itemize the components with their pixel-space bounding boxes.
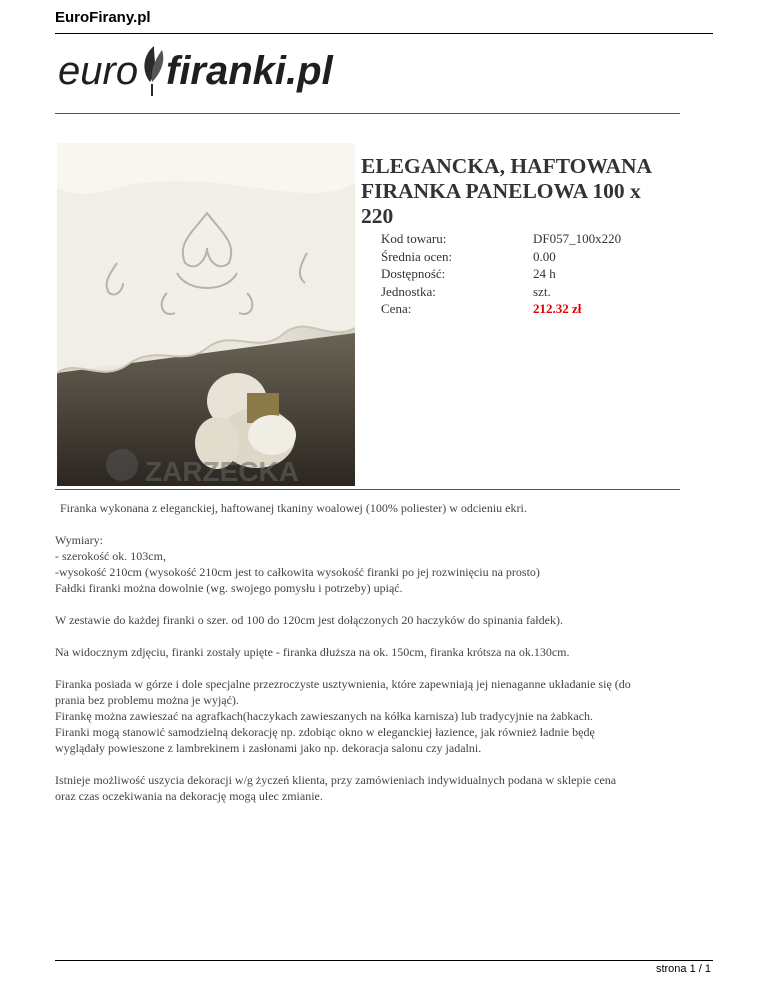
svg-text:firanki.pl: firanki.pl <box>166 49 333 93</box>
description-line: prania bez problemu można je wyjąć). <box>55 693 239 707</box>
description-line: Wymiary: <box>55 533 103 547</box>
spec-value: 0.00 <box>533 248 556 264</box>
spec-label: Średnia ocen: <box>381 248 453 264</box>
spec-label: Jednostka: <box>381 283 436 299</box>
spec-row-price <box>381 300 621 318</box>
description-custom-orders <box>55 772 695 804</box>
eurofiranki-logo[interactable] <box>58 38 348 100</box>
description-intro: Firanka wykonana z eleganckiej, haftowanej tkaniny woalowej (100% poliester) w odcieniu ekri. <box>60 501 527 515</box>
description-line: Firanki mogą stanowić samodzielną dekorację np. zdobiąc okno w eleganckiej łazience, jak również ładnie będę <box>55 725 595 739</box>
watermark-text: ZARZECKA <box>145 456 299 486</box>
description-line: - szerokość ok. 103cm, <box>55 549 166 563</box>
spec-label: Kod towaru: <box>381 231 447 246</box>
header-divider <box>55 33 713 34</box>
spec-label: Dostępność: <box>381 266 446 281</box>
description-features <box>55 676 695 756</box>
logo-divider <box>55 113 680 114</box>
spec-row-availability <box>381 265 621 283</box>
description-line: Firankę można zawieszać na agrafkach(haczykach zawieszanych na kółka karnisza) lub tradycyjnie na żabkach. <box>55 709 594 723</box>
product-description <box>55 500 695 820</box>
description-line: wyglądały powieszone z lambrekinem i zasłonami jako np. dekoracja salonu czy jadalni. <box>55 741 482 755</box>
description-photo-note: Na widocznym zdjęciu, firanki zostały upięte - firanka dłuższa na ok. 150cm, firanka krótsza na ok.130cm. <box>55 645 570 659</box>
content-divider <box>55 489 680 490</box>
description-line: Firanka posiada w górze i dole specjalne przezroczyste usztywnienia, które zapewniają jej nienaganne układanie się (do <box>55 677 631 691</box>
product-title: ELEGANCKA, HAFTOWANA FIRANKA PANELOWA 100 x 220 <box>361 154 651 228</box>
product-specs <box>381 230 621 318</box>
spec-row-rating <box>381 248 621 266</box>
description-line: Fałdki firanki można dowolnie (wg. swojego pomysłu i potrzeby) upiąć. <box>55 581 403 595</box>
footer-divider <box>55 960 713 961</box>
description-line: Istnieje możliwość uszycia dekoracji w/g życzeń klienta, przy zamówieniach indywidualnych podana w sklepie cena <box>55 773 617 787</box>
spec-row-code <box>381 230 621 248</box>
spec-value: szt. <box>533 283 551 299</box>
page-number: strona 1 / 1 <box>655 963 711 975</box>
product-photo[interactable] <box>57 143 355 486</box>
svg-text:euro: euro <box>58 49 139 93</box>
description-hooks: W zestawie do każdej firanki o szer. od 100 do 120cm jest dołączonych 20 haczyków do spinania fałdek). <box>55 613 563 627</box>
description-dimensions <box>55 532 695 596</box>
spec-label: Cena: <box>381 301 412 316</box>
description-line: -wysokość 210cm (wysokość 210cm jest to całkowita wysokość firanki po jej rozwinięciu na prosto) <box>55 565 540 579</box>
spec-row-unit <box>381 283 621 301</box>
leaf-icon <box>144 46 163 96</box>
spec-value: 24 h <box>533 266 556 281</box>
site-name: EuroFirany.pl <box>55 9 151 26</box>
price-value: 212.32 zł <box>533 301 582 316</box>
description-line: oraz czas oczekiwania na dekorację mogą ulec zmianie. <box>55 789 323 803</box>
spec-value: DF057_100x220 <box>533 231 622 246</box>
